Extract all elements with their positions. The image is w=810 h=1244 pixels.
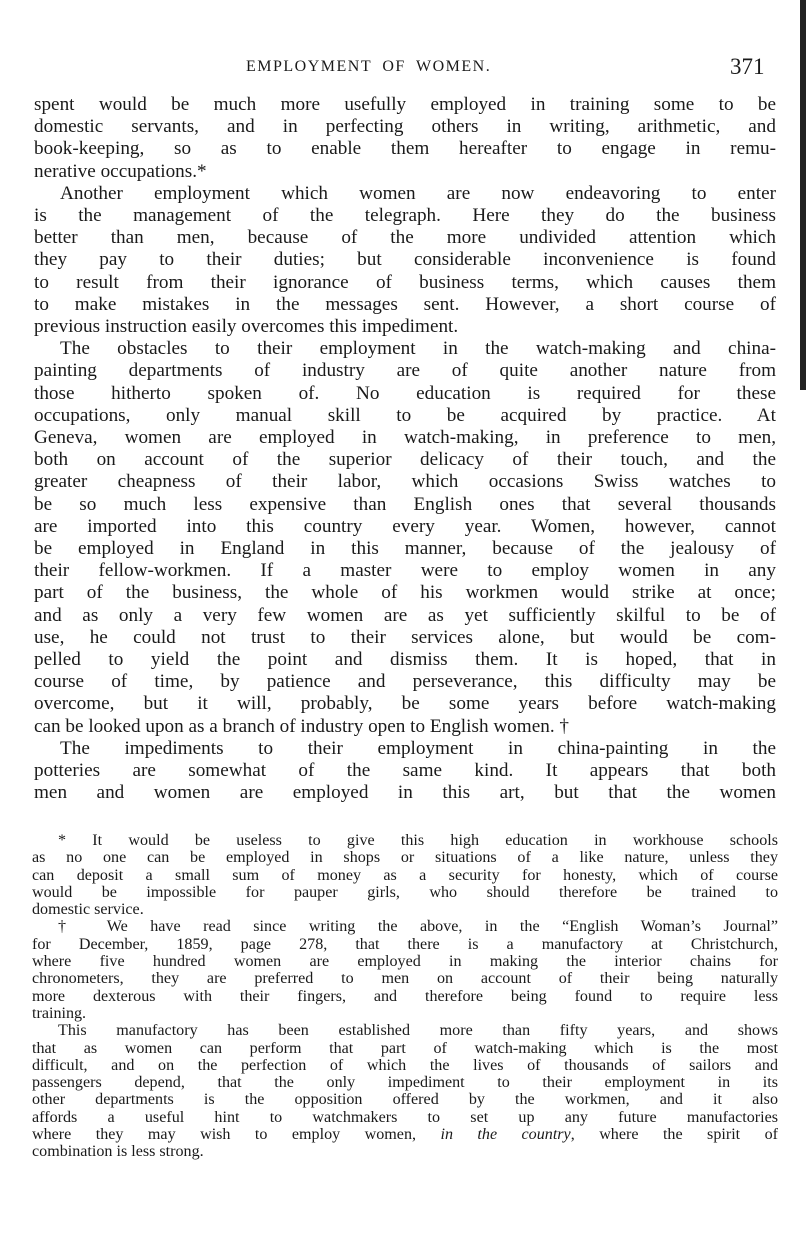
text-line: both on account of the superior delicacy of their touch, and the xyxy=(34,449,776,471)
page-edge-rule xyxy=(800,0,806,390)
footnote-line: affords a useful hint to watchmakers to set up any future manufactories xyxy=(32,1108,778,1126)
text-line: those hitherto spoken of. No education is required for these xyxy=(34,382,776,404)
text-line: previous instruction easily overcomes this impediment. xyxy=(34,316,459,338)
text-line: can be looked upon as a branch of industry open to English women. † xyxy=(34,715,570,737)
footnote-line: * It would be useless to give this high education in workhouse schools xyxy=(58,832,778,849)
text-line: part of the business, the whole of his workmen would strike at once; xyxy=(34,582,776,604)
text-line: be employed in England in this manner, because of the jealousy of xyxy=(34,538,776,560)
footnote-line: domestic service. xyxy=(32,901,144,919)
footnote-line: This manufactory has been established more than fifty years, and shows xyxy=(58,1022,778,1040)
footnote-line: where five hundred women are employed in making the interior chains for xyxy=(32,953,778,971)
footnote-line: training. xyxy=(32,1004,87,1022)
footnote-line: † We have read since writing the above, in the “English Woman’s Journal” xyxy=(58,918,778,936)
text-line: be so much less expensive than English ones that several thousands xyxy=(34,493,776,515)
footnote-line: passengers depend, that the only impediment to their employment in its xyxy=(32,1074,778,1092)
text-line: potteries are somewhat of the same kind. It appears that both xyxy=(34,760,776,782)
text-line: to make mistakes in the messages sent. However, a short course of xyxy=(34,293,776,315)
footnote-line: more dexterous with their fingers, and therefore being found to require less xyxy=(32,987,778,1005)
footnote-line: as no one can be employed in shops or situations of a like nature, unless they xyxy=(32,849,778,867)
footnote-line: can deposit a small sum of money as a security for honesty, which of course xyxy=(32,866,778,884)
text-line: book-keeping, so as to enable them hereafter to engage in remu- xyxy=(34,138,776,160)
text-line: domestic servants, and in perfecting others in writing, arithmetic, and xyxy=(34,116,776,138)
footnote-line: combination is less strong. xyxy=(32,1143,204,1161)
text-line: overcome, but it will, probably, be some years before watch-making xyxy=(34,693,776,715)
footnote-text: where they may wish to employ women, xyxy=(32,1126,417,1144)
text-line: to result from their ignorance of business terms, which causes them xyxy=(34,271,776,293)
footnote-line: other departments is the opposition offered by the workmen, and it also xyxy=(32,1091,778,1109)
footnote-line-mixed xyxy=(32,1126,778,1143)
text-line: their fellow-workmen. If a master were to employ women in any xyxy=(34,560,776,582)
page-number: 371 xyxy=(730,54,765,79)
footnote-line: difficult, and on the perfection of which the lives of thousands of sailors and xyxy=(32,1056,778,1074)
footnote-text: , where the spirit of xyxy=(570,1126,778,1144)
text-line: and as only a very few women are as yet sufficiently skilful to be of xyxy=(34,604,776,626)
text-line: is the management of the telegraph. Here they do the business xyxy=(34,205,776,227)
footnote-line: would be impossible for pauper girls, who should therefore be trained to xyxy=(32,883,778,901)
text-line: course of time, by patience and perseverance, this difficulty may be xyxy=(34,671,776,693)
text-line: Geneva, women are employed in watch-making, in preference to men, xyxy=(34,427,776,449)
text-line: are imported into this country every year. Women, however, cannot xyxy=(34,515,776,537)
text-line: The obstacles to their employment in the watch-making and china- xyxy=(60,338,776,360)
text-line: greater cheapness of their labor, which occasions Swiss watches to xyxy=(34,471,776,493)
text-line: spent would be much more usefully employed in training some to be xyxy=(34,94,776,115)
text-line: nerative occupations.* xyxy=(34,160,207,182)
footnote-line: chronometers, they are preferred to men on account of their being naturally xyxy=(32,970,778,988)
footnotes xyxy=(32,832,778,1161)
text-line: The impediments to their employment in china-painting in the xyxy=(60,737,776,759)
text-line: they pay to their duties; but considerable inconvenience is found xyxy=(34,249,776,271)
text-line: men and women are employed in this art, but that the women xyxy=(34,782,776,804)
text-line: use, he could not trust to their services alone, but would be com- xyxy=(34,626,776,648)
footnote-emphasis: in the country xyxy=(440,1126,571,1144)
footnote-line: for December, 1859, page 278, that there is a manufactory at Christchurch, xyxy=(32,935,778,953)
text-line: painting departments of industry are of quite another nature from xyxy=(34,360,776,382)
text-line: pelled to yield the point and dismiss them. It is hoped, that in xyxy=(34,649,776,671)
main-text xyxy=(34,94,776,805)
text-line: occupations, only manual skill to be acquired by practice. At xyxy=(34,404,776,426)
footnote-line: that as women can perform that part of watch-making which is the most xyxy=(32,1039,778,1057)
text-line: better than men, because of the more undivided attention which xyxy=(34,227,776,249)
running-head: EMPLOYMENT OF WOMEN. xyxy=(246,58,492,75)
text-line: Another employment which women are now endeavoring to enter xyxy=(60,182,776,204)
